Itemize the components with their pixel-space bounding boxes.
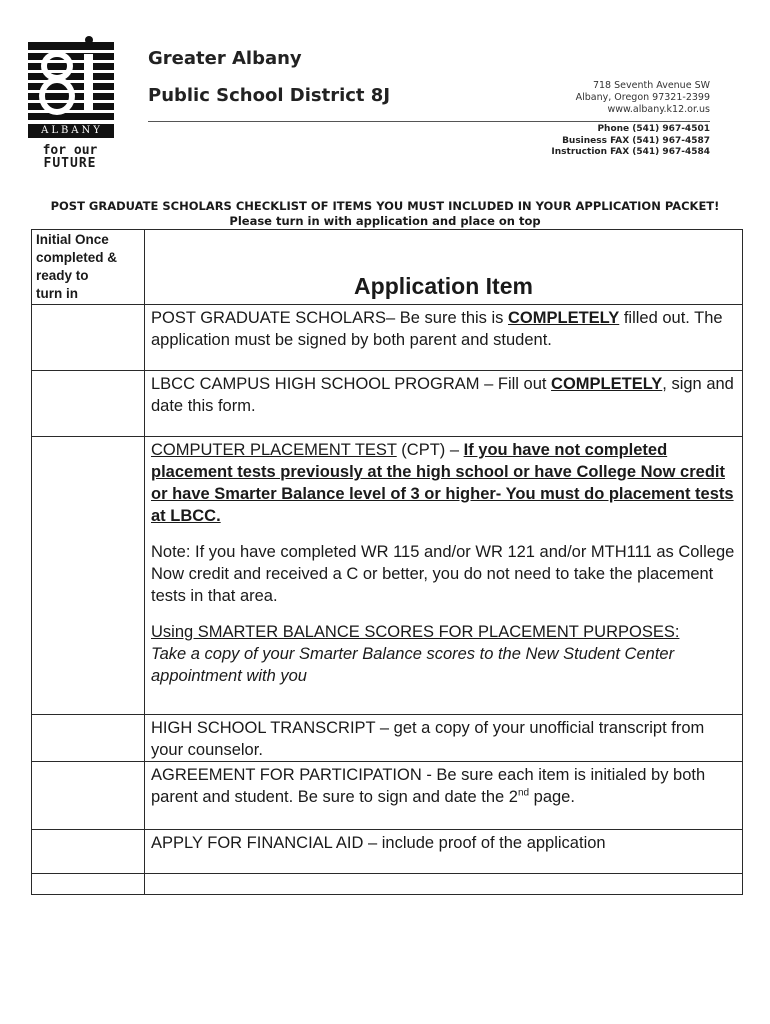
district-line-2: Public School District 8J xyxy=(148,85,391,106)
header-divider xyxy=(148,121,710,122)
district-line-1: Greater Albany xyxy=(148,48,302,69)
item-transcript: HIGH SCHOOL TRANSCRIPT – get a copy of your unofficial transcript from your counselor. xyxy=(145,715,743,762)
phone-instruction-fax: Instruction FAX (541) 967-4584 xyxy=(551,147,710,157)
item-superscript: nd xyxy=(517,787,530,799)
item-emphasis: COMPLETELY xyxy=(551,375,663,393)
item-emphasis: If you have not completed placement tests previously at the high school or have College Now credit or have Smarter Balance level of 3 or higher- You must do placement tests at LBCC. xyxy=(151,441,734,525)
initial-cell[interactable] xyxy=(32,437,145,715)
checklist-title: POST GRADUATE SCHOLARS CHECKLIST OF ITEMS YOU MUST INCLUDED IN YOUR APPLICATION PACKET! xyxy=(50,199,720,213)
item-placement-test xyxy=(145,437,743,715)
initial-cell[interactable] xyxy=(32,874,145,895)
item-text: POST GRADUATE SCHOLARS– Be sure this is xyxy=(151,309,508,327)
initial-column-header xyxy=(32,230,145,305)
checklist-heading xyxy=(0,199,770,229)
table-row xyxy=(32,762,743,830)
logo-tagline-line1: for our xyxy=(42,143,98,158)
application-item-header: Application Item xyxy=(145,230,743,305)
table-row xyxy=(32,874,743,895)
spacer xyxy=(151,607,736,621)
item-financial-aid: APPLY FOR FINANCIAL AID – include proof of the application xyxy=(145,830,743,874)
initial-cell[interactable] xyxy=(32,371,145,437)
initial-header-line: completed & xyxy=(36,250,118,265)
smarter-balance-note: Take a copy of your Smarter Balance scores to the New Student Center appointment with you xyxy=(151,645,675,685)
table-row xyxy=(32,305,743,371)
initial-cell[interactable] xyxy=(32,715,145,762)
item-text: , sign and date this form. xyxy=(151,375,734,415)
initial-cell[interactable] xyxy=(32,830,145,874)
initial-header-line: turn in xyxy=(36,286,78,301)
placement-test-note: Note: If you have completed WR 115 and/or WR 121 and/or MTH111 as College Now credit and received a C or better, you do not need to take the placement tests in that area. xyxy=(151,543,735,605)
item-lbcc-form xyxy=(145,371,743,437)
district-phones xyxy=(551,124,710,159)
logo-city-text: ALBANY xyxy=(41,125,103,136)
item-application xyxy=(145,305,743,371)
item-agreement xyxy=(145,762,743,830)
item-blank[interactable] xyxy=(145,874,743,895)
address-city: Albany, Oregon 97321-2399 xyxy=(575,92,710,103)
placement-test-requirement xyxy=(151,439,736,527)
item-text: COMPUTER PLACEMENT TEST xyxy=(151,441,397,459)
logo-tagline-line2: FUTURE xyxy=(43,156,97,171)
phone-business-fax: Business FAX (541) 967-4587 xyxy=(562,135,710,146)
table-header-row xyxy=(32,230,743,305)
spacer xyxy=(151,527,736,541)
initial-cell[interactable] xyxy=(32,305,145,371)
item-text: AGREEMENT FOR PARTICIPATION - Be sure each item is initialed by both parent and student. Be sure to sign and date the 2 xyxy=(151,766,706,806)
item-text: LBCC CAMPUS HIGH SCHOOL PROGRAM – Fill out xyxy=(151,375,552,393)
district-logo xyxy=(24,36,120,178)
checklist-table xyxy=(31,229,743,895)
smarter-balance-heading: Using SMARTER BALANCE SCORES FOR PLACEMENT PURPOSES: xyxy=(151,623,680,641)
item-text: filled out. The application must be signed by both parent and student. xyxy=(151,309,723,349)
initial-header-line: Initial Once xyxy=(36,232,109,247)
initial-header-line: ready to xyxy=(36,268,89,283)
table-row xyxy=(32,371,743,437)
item-emphasis: COMPLETELY xyxy=(508,309,620,327)
district-address xyxy=(576,80,710,116)
table-row xyxy=(32,437,743,715)
item-text: (CPT) – xyxy=(396,441,464,459)
address-street: 718 Seventh Avenue SW xyxy=(592,80,710,91)
table-row xyxy=(32,715,743,762)
phone-main: Phone (541) 967-4501 xyxy=(597,124,710,134)
checklist-subtitle: Please turn in with application and place on top xyxy=(229,214,541,228)
item-text: page. xyxy=(529,788,575,806)
table-row xyxy=(32,830,743,874)
initial-cell[interactable] xyxy=(32,762,145,830)
address-website: www.albany.k12.or.us xyxy=(607,104,710,115)
district-name xyxy=(148,40,390,114)
